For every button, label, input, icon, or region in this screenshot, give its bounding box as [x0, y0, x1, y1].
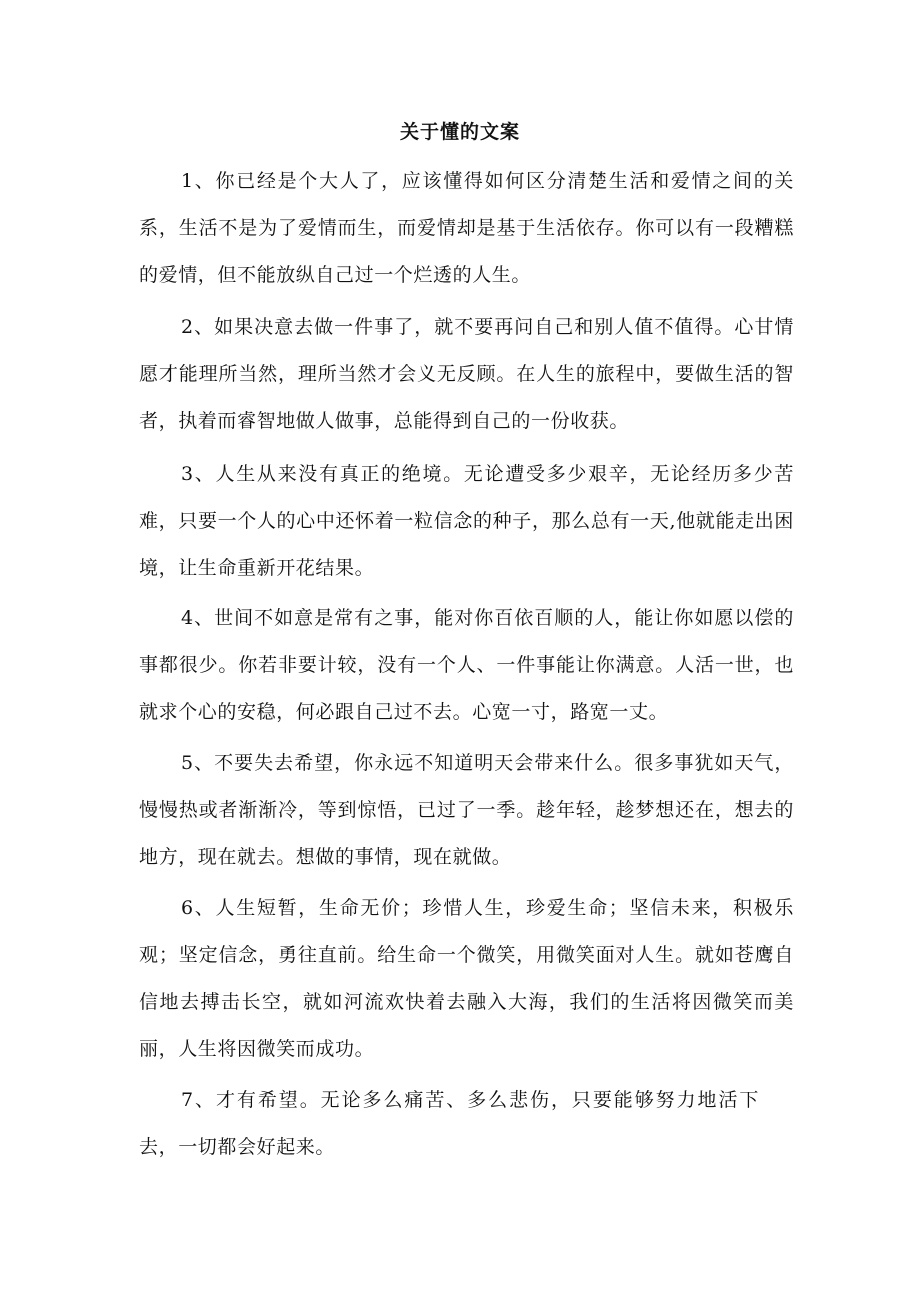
paragraph-6: 6、人生短暂，生命无价；珍惜人生，珍爱生命；坚信未来，积极乐观；坚定信念，勇往直前。给生命一个微笑，用微笑面对人生。就如苍鹰自信地去搏击长空，就如河流欢快着去融入大海，我们的生活将因微笑而美丽，人生将因微笑而成功。: [139, 897, 794, 1060]
paragraph-2: 2、如果决意去做一件事了，就不要再问自己和别人值不值得。心甘情愿才能理所当然，理所当然才会义无反顾。在人生的旅程中，要做生活的智者，执着而睿智地做人做事，总能得到自己的一份收获。: [139, 316, 794, 432]
paragraph-5: 5、不要失去希望，你永远不知道明天会带来什么。很多事犹如天气，慢慢热或者渐渐冷，等到惊悟，已过了一季。趁年轻，趁梦想还在，想去的地方，现在就去。想做的事情，现在就做。: [139, 752, 794, 868]
paragraph-4: 4、世间不如意是常有之事，能对你百依百顺的人，能让你如愿以偿的事都很少。你若非要计较，没有一个人、一件事能让你满意。人活一世，也就求个心的安稳，何必跟自己过不去。心宽一寸，路宽一丈。: [139, 607, 794, 723]
document-title: 关于懂的文案: [399, 121, 520, 143]
paragraph-1: 1、你已经是个大人了，应该懂得如何区分清楚生活和爱情之间的关系，生活不是为了爱情而生，而爱情却是基于生活依存。你可以有一段糟糕的爱情，但不能放纵自己过一个烂透的人生。: [139, 170, 794, 286]
paragraph-3: 3、人生从来没有真正的绝境。无论遭受多少艰辛，无论经历多少苦难，只要一个人的心中还怀着一粒信念的种子，那么总有一天,他就能走出困境，让生命重新开花结果。: [139, 463, 794, 579]
paragraph-7: 7、才有希望。无论多么痛苦、多么悲伤，只要能够努力地活下去，一切都会好起来。: [139, 1089, 759, 1158]
